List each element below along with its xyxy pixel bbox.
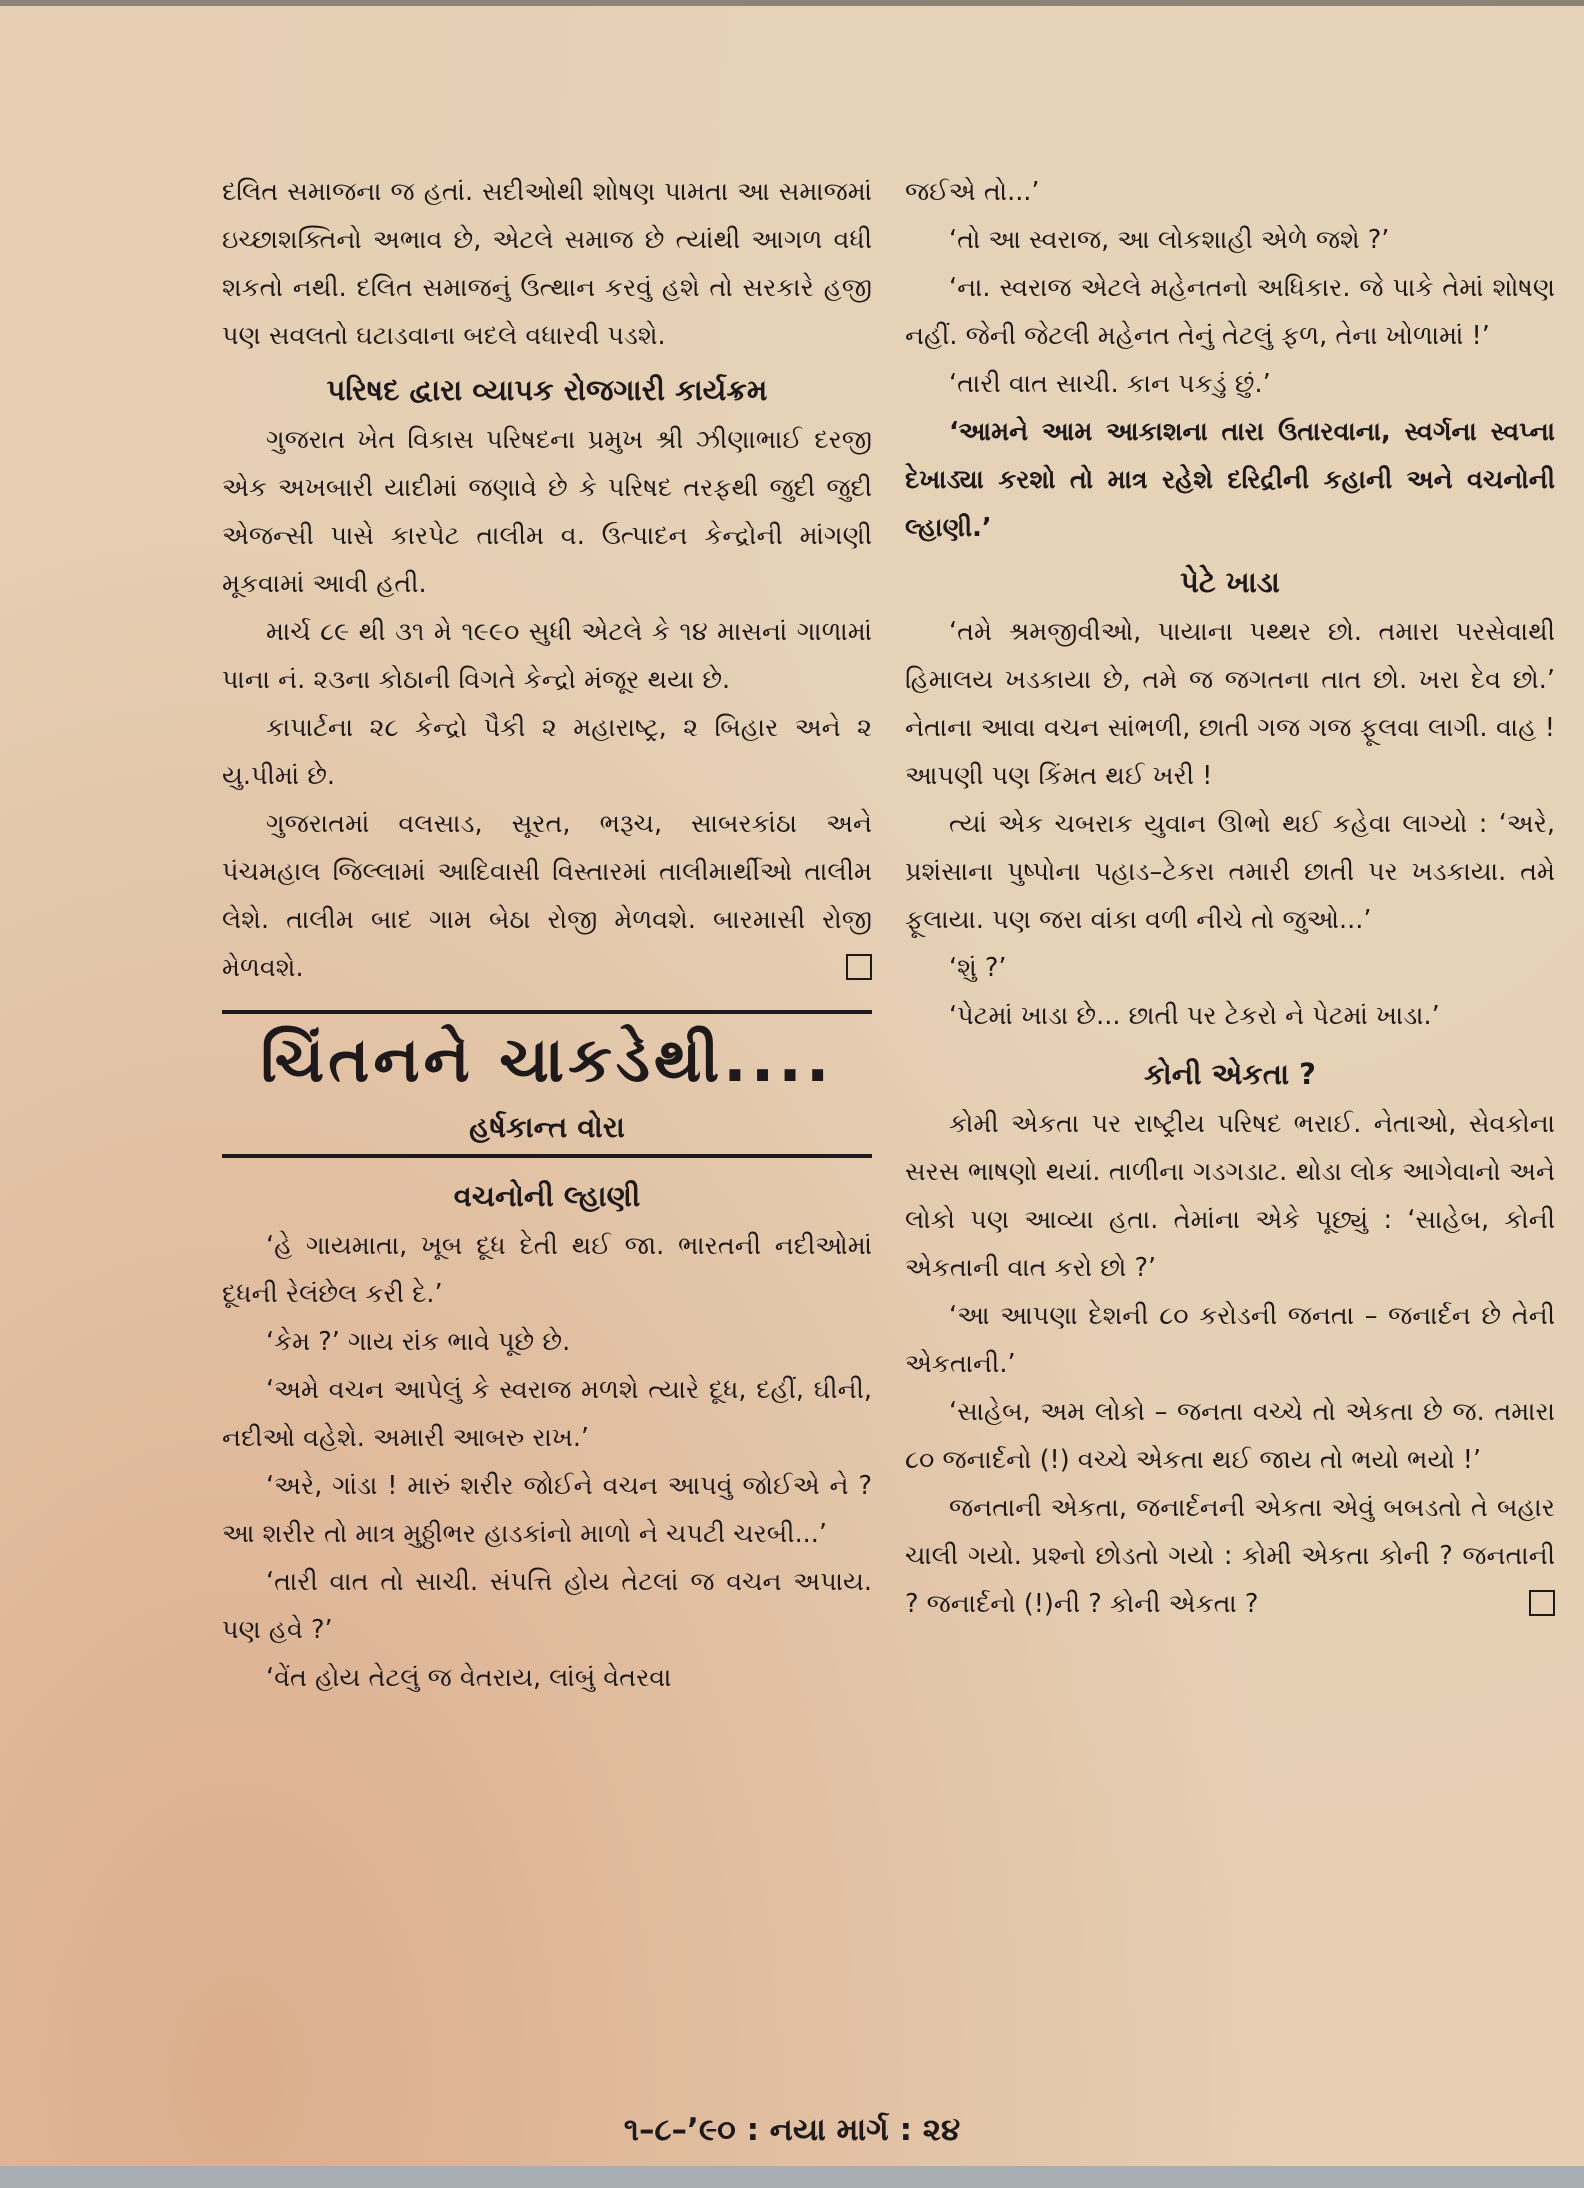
- section-heading: કોની એકતા ?: [1143, 1057, 1317, 1091]
- paragraph-with-end-mark: [222, 800, 872, 992]
- paragraph: ‘આ આપણા દેશની ૮૦ કરોડની જનતા – જનાર્દન છે તેની એકતાની.’: [905, 1301, 1555, 1379]
- column-bottom-rule: [222, 1154, 872, 1158]
- column-author: હર્ષકાન્ત વોરા: [469, 1110, 625, 1144]
- column-title: ચિંતનને ચાકડેથી....: [260, 1023, 834, 1096]
- paragraph-text: ગુજરાતમાં વલસાડ, સૂરત, ભરૂચ, સાબરકાંઠા અને પંચમહાલ જિલ્લામાં આદિવાસી વિસ્તારમાં તાલીમાર્થીઓ તાલીમ લેશે. તાલીમ બાદ ગામ બેઠા રોજી મેળવશે. બારમાસી રોજી મેળવશે.: [222, 809, 872, 983]
- paragraph: માર્ચ ૮૯ થી ૩૧ મે ૧૯૯૦ સુધી એટલે કે ૧૪ માસનાં ગાળામાં પાના નં. ૨૩ના કોઠાની વિગતે કેન્દ્રો મંજૂર થયા છે.: [222, 617, 872, 695]
- paragraph: ‘આમને આમ આકાશના તારા ઉતારવાના, સ્વર્ગના સ્વપ્ના દેખાડ્યા કરશો તો માત્ર રહેશે દરિદ્રીની કહાની અને વચનોની લ્હાણી.’: [905, 417, 1555, 543]
- right-column: [905, 168, 1555, 1628]
- paragraph: ‘તો આ સ્વરાજ, આ લોકશાહી એળે જશે ?’: [949, 225, 1390, 255]
- scan-edge-bottom: [0, 2166, 1584, 2188]
- section-heading: વચનોની લ્હાણી: [453, 1179, 641, 1213]
- paragraph-text: જનતાની એકતા, જનાર્દનની એકતા એવું બબડતો તે બહાર ચાલી ગયો. પ્રશ્નો છોડતો ગયો : કોમી એકતા કોની ? જનતાની ? જનાર્દનો (!)ની ? કોની એકતા ?: [905, 1493, 1555, 1619]
- paragraph: ‘તમે શ્રમજીવીઓ, પાયાના પથ્થર છો. તમારા પરસેવાથી હિમાલય ખડકાયા છે, તમે જ જગતના તાત છો. ખરા દેવ છો.’ નેતાના આવા વચન સાંભળી, છાતી ગજ ગજ ફૂલવા લાગી. વાહ ! આપણી પણ કિંમત થઈ ખરી !: [905, 617, 1555, 791]
- paragraph: ‘સાહેબ, અમ લોકો – જનતા વચ્ચે તો એકતા છે જ. તમારા ૮૦ જનાર્દનો (!) વચ્ચે એકતા થઈ જાય તો ભયો ભયો !’: [905, 1397, 1555, 1475]
- column-top-rule: [222, 1010, 872, 1014]
- paragraph: ‘ના. સ્વરાજ એટલે મહેનતનો અધિકાર. જે પાકે તેમાં શોષણ નહીં. જેની જેટલી મહેનત તેનું તેટલું ફળ, તેના ખોળામાં !’: [905, 273, 1555, 351]
- paragraph: ‘હે ગાયમાતા, ખૂબ દૂધ દેતી થઈ જા. ભારતની નદીઓમાં દૂધની રેલંછેલ કરી દે.’: [222, 1231, 872, 1309]
- paragraph: ત્યાં એક ચબરાક યુવાન ઊભો થઈ કહેવા લાગ્યો : ‘અરે, પ્રશંસાના પુષ્પોના પહાડ–ટેકરા તમારી છાતી પર ખડકાયા. તમે ફૂલાયા. પણ જરા વાંકા વળી નીચે તો જુઓ...’: [905, 809, 1555, 935]
- paragraph: ‘અરે, ગાંડા ! મારું શરીર જોઈને વચન આપવું જોઈએ ને ? આ શરીર તો માત્ર મુઠ્ઠીભર હાડકાંનો માળો ને ચપટી ચરબી...’: [222, 1471, 872, 1549]
- paragraph: ‘વેંત હોય તેટલું જ વેતરાય, લાંબું વેતરવા: [266, 1663, 672, 1693]
- end-of-article-box-icon: [846, 954, 872, 980]
- paragraph: કોમી એકતા પર રાષ્ટ્રીય પરિષદ ભરાઈ. નેતાઓ, સેવકોના સરસ ભાષણો થયાં. તાળીના ગડગડાટ. થોડા લોક આગેવાનો અને લોકો પણ આવ્યા હતા. તેમાંના એકે પૂછ્યું : ‘સાહેબ, કોની એકતાની વાત કરો છો ?’: [905, 1109, 1555, 1283]
- paragraph: ‘તારી વાત સાચી. કાન પકડું છું.’: [949, 369, 1271, 399]
- page-footer: ૧–૮–’૯૦ : નયા માર્ગ : ૨૪: [623, 2112, 961, 2148]
- paragraph: ગુજરાત ખેત વિકાસ પરિષદના પ્રમુખ શ્રી ઝીણાભાઈ દરજી એક અખબારી યાદીમાં જણાવે છે કે પરિષદ તરફથી જુદી જુદી એજન્સી પાસે કારપેટ તાલીમ વ. ઉત્પાદન કેન્દ્રોની માંગણી મૂકવામાં આવી હતી.: [222, 425, 872, 599]
- paragraph: દલિત સમાજના જ હતાં. સદીઓથી શોષણ પામતા આ સમાજમાં ઇચ્છાશક્તિનો અભાવ છે, એટલે સમાજ છે ત્યાંથી આગળ વધી શકતો નથી. દલિત સમાજનું ઉત્થાન કરવું હશે તો સરકારે હજી પણ સવલતો ઘટાડવાના બદલે વધારવી પડશે.: [222, 177, 872, 351]
- paragraph-with-end-mark: [905, 1484, 1555, 1628]
- section-heading: પેટે ખાડા: [1180, 565, 1280, 599]
- paragraph: ‘અમે વચન આપેલું કે સ્વરાજ મળશે ત્યારે દૂધ, દહીં, ઘીની, નદીઓ વહેશે. અમારી આબરુ રાખ.’: [222, 1375, 872, 1453]
- paragraph: ‘પેટમાં ખાડા છે... છાતી પર ટેકરો ને પેટમાં ખાડા.’: [949, 1001, 1440, 1031]
- paragraph: ‘કેમ ?’ ગાય રાંક ભાવે પૂછે છે.: [266, 1327, 571, 1357]
- paragraph: કાપાર્ટના ૨૮ કેન્દ્રો પૈકી ૨ મહારાષ્ટ્ર, ૨ બિહાર અને ૨ યુ.પીમાં છે.: [222, 713, 872, 791]
- paragraph: જઈએ તો...’: [905, 177, 1040, 207]
- paragraph: ‘શું ?’: [949, 953, 1007, 983]
- paragraph: ‘તારી વાત તો સાચી. સંપત્તિ હોય તેટલાં જ વચન અપાય. પણ હવે ?’: [222, 1567, 872, 1645]
- section-heading: પરિષદ દ્વારા વ્યાપક રોજગારી કાર્યક્રમ: [326, 373, 768, 407]
- left-column: [222, 168, 872, 1702]
- end-of-article-box-icon: [1529, 1590, 1555, 1616]
